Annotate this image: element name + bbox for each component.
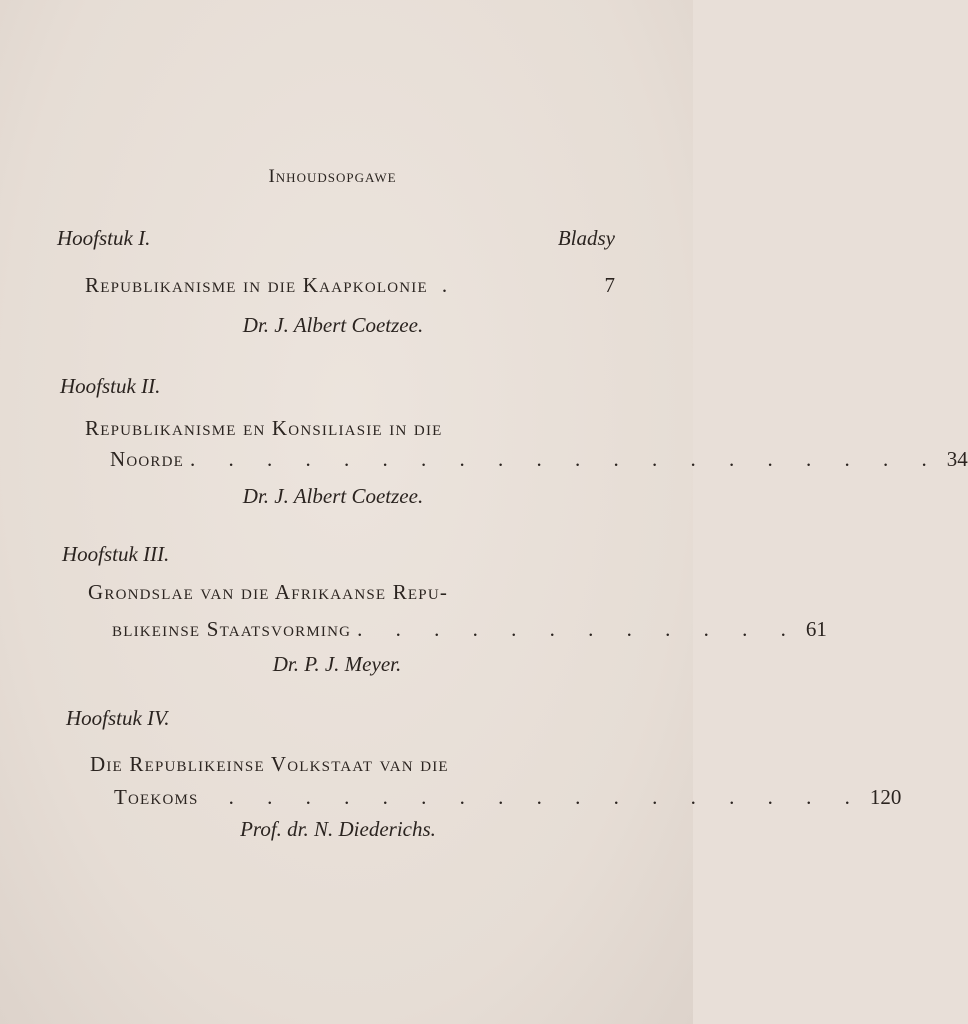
chapter-1-label: Hoofstuk I. — [57, 226, 151, 250]
chapter-title-text: Toekoms — [114, 785, 199, 809]
dot-leader: . . . . . . . . . . . . . . . . . — [228, 785, 864, 809]
chapter-title-text: Noorde — [110, 447, 185, 471]
dot-leader: . . . . . . . . . . . . — [357, 617, 800, 641]
page-title: Inhoudsopgawe — [268, 166, 397, 187]
chapter-1-title — [85, 273, 615, 298]
chapter-1-author: Dr. J. Albert Coetzee. — [242, 313, 424, 337]
chapter-3-author: Dr. P. J. Meyer. — [272, 652, 402, 676]
chapter-4-title-line-1: Die Republikeinse Volkstaat van die — [90, 752, 449, 776]
chapter-4-title-line-2 — [114, 785, 902, 810]
chapter-title-text: blikeinse Staatsvorming — [112, 617, 352, 641]
chapter-2-author: Dr. J. Albert Coetzee. — [242, 484, 424, 508]
page-number: 7 — [604, 273, 615, 297]
chapter-2-label: Hoofstuk II. — [60, 374, 161, 398]
page-number: 34 — [946, 447, 968, 471]
chapter-3-label: Hoofstuk III. — [62, 542, 170, 566]
chapter-2-title-line-2 — [110, 447, 968, 472]
page-column-label: Bladsy — [557, 226, 615, 250]
page-number: 120 — [869, 785, 902, 809]
chapter-2-title-line-1: Republikanisme en Konsiliasie in die — [85, 416, 443, 440]
chapter-4-author: Prof. dr. N. Diederichs. — [240, 817, 436, 841]
chapter-4-label: Hoofstuk IV. — [66, 706, 170, 730]
chapter-3-title-line-2 — [112, 617, 827, 642]
dot-leader: . — [441, 273, 462, 297]
page-number: 61 — [805, 617, 827, 641]
chapter-3-title-line-1: Grondslae van die Afrikaanse Repu- — [88, 580, 449, 604]
chapter-title-text: Republikanisme in die Kaapkolonie — [85, 273, 428, 297]
dot-leader: . . . . . . . . . . . . . . . . . . . . — [190, 447, 941, 471]
